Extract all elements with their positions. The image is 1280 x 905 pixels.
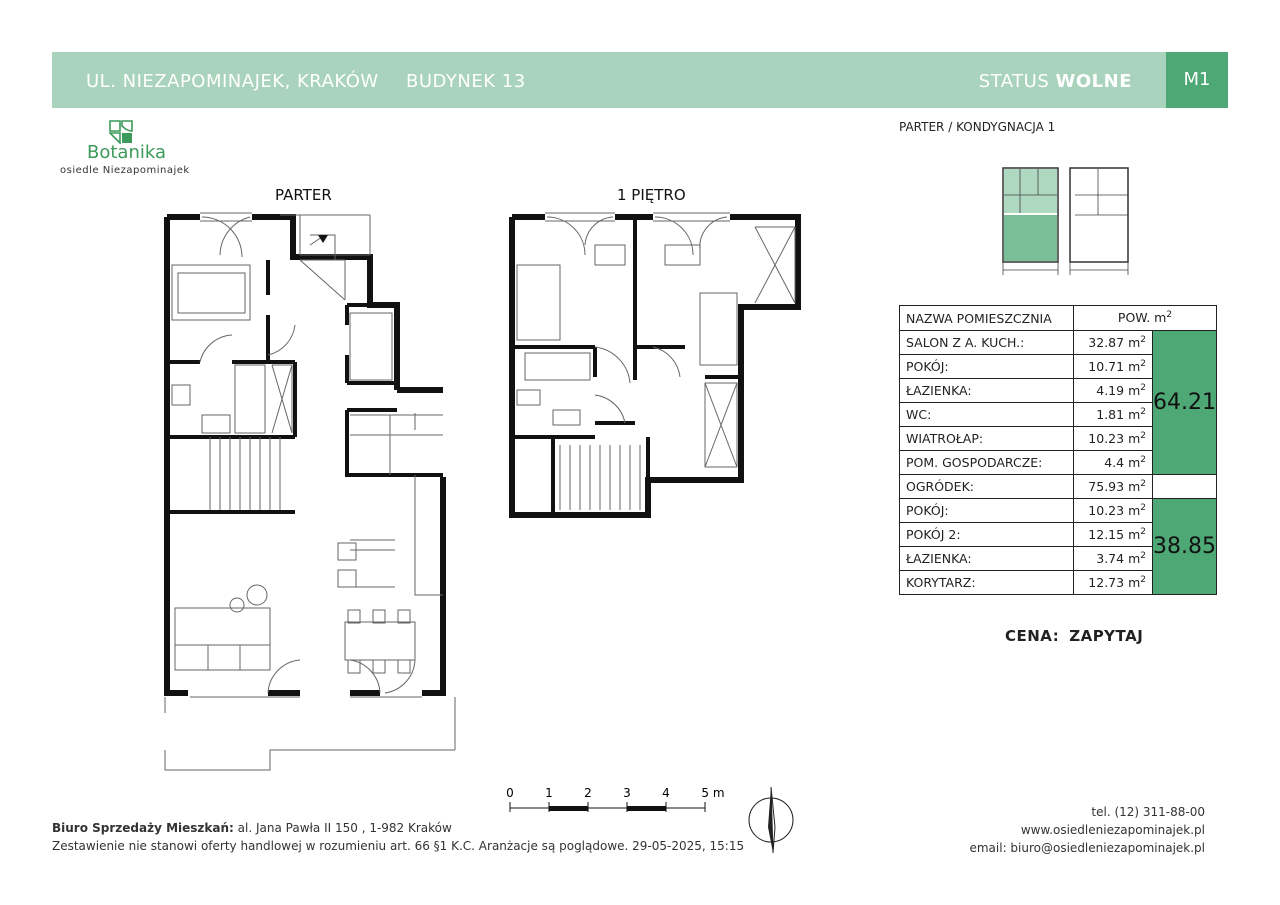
table-header-row [900,306,1217,331]
room-name: WIATROŁAP: [900,427,1074,451]
room-area-unit-sup: 2 [1140,454,1146,465]
ground-floor-title: PARTER [275,186,332,204]
sales-office-line [52,821,452,835]
room-areas-table [899,305,1217,595]
room-area [1074,379,1153,403]
table-row [900,475,1217,499]
room-area [1074,427,1153,451]
contact-email[interactable]: email: biuro@osiedleniezapominajek.pl [969,841,1205,855]
header-address: UL. NIEZAPOMINAJEK, KRAKÓW [86,71,379,92]
room-name: WC: [900,403,1074,427]
sales-office-address: al. Jana Pawła II 150 , 1-982 Kraków [237,821,452,835]
room-name: POKÓJ 2: [900,523,1074,547]
header-bar [52,52,1228,108]
logo [60,120,190,180]
scale-tick-label: 0 [506,786,514,800]
room-area-unit-sup: 2 [1140,406,1146,417]
room-area [1074,475,1153,499]
room-area-unit: m [1128,575,1141,591]
scale-tick-label: 3 [623,786,631,800]
room-area-unit-sup: 2 [1140,502,1146,513]
scale-tick-label: 2 [584,786,592,800]
room-area [1074,331,1153,355]
room-area-value: 4.19 [1096,383,1125,399]
room-area-unit-sup: 2 [1140,574,1146,585]
room-area-value: 32.87 [1088,335,1125,351]
room-area-value: 10.71 [1088,359,1125,375]
scale-tick-label: 4 [662,786,670,800]
room-area-unit: m [1128,407,1141,423]
contact-block [969,803,1205,857]
room-area-value: 75.93 [1088,479,1125,495]
room-area-unit-sup: 2 [1140,550,1146,561]
header-building: BUDYNEK 13 [406,71,526,92]
room-area-value: 12.15 [1088,527,1125,543]
room-area-value: 4.4 [1104,455,1125,471]
north-arrow-icon [745,787,800,857]
room-name: SALON Z A. KUCH.: [900,331,1074,355]
room-area [1074,403,1153,427]
sales-office-label: Biuro Sprzedaży Mieszkań: [52,821,234,835]
table-row [900,331,1217,355]
room-area-value: 12.73 [1088,575,1125,591]
room-area-unit: m [1128,479,1141,495]
room-name: POM. GOSPODARCZE: [900,451,1074,475]
room-name: ŁAZIENKA: [900,379,1074,403]
room-area-value: 10.23 [1088,503,1125,519]
contact-phone[interactable]: tel. (12) 311-88-00 [1091,805,1205,819]
scale-tick-label: 1 [545,786,553,800]
botanika-leaf-icon [109,120,133,144]
room-area-unit-sup: 2 [1140,526,1146,537]
room-area-unit-sup: 2 [1140,382,1146,393]
building-key-map [1000,165,1130,280]
contact-website[interactable]: www.osiedleniezapominajek.pl [1020,823,1205,837]
ground-floor-plan [160,205,460,775]
room-area-unit-sup: 2 [1140,478,1146,489]
room-name: POKÓJ: [900,355,1074,379]
room-area [1074,523,1153,547]
scale-tick-label: 5 m [701,786,725,800]
status-value: WOLNE [1055,71,1132,92]
room-name: OGRÓDEK: [900,475,1074,499]
room-area-value: 1.81 [1096,407,1125,423]
disclaimer: Zestawienie nie stanowi oferty handlowej w rozumieniu art. 66 §1 K.C. Aranżacje są poglądowe. 29-05-2025, 15:15 [52,839,745,853]
room-name: KORYTARZ: [900,571,1074,595]
room-area-unit: m [1128,455,1141,471]
price [1005,627,1143,645]
room-area-value: 10.23 [1088,431,1125,447]
column-header-area [1074,306,1217,331]
room-area-unit: m [1128,359,1141,375]
room-area [1074,499,1153,523]
room-area-value: 3.74 [1096,551,1125,567]
ground-floor-total: 64.21 [1153,331,1217,475]
status-label: STATUS [978,71,1050,92]
column-header-area-text: POW. m [1117,310,1167,326]
first-floor-total: 38.85 [1153,499,1217,595]
room-area [1074,451,1153,475]
price-value: ZAPYTAJ [1069,627,1144,645]
garden-total-empty [1153,475,1217,499]
column-header-name: NAZWA POMIESZCZNIA [900,306,1074,331]
room-area-unit: m [1128,551,1141,567]
room-name: POKÓJ: [900,499,1074,523]
room-area-unit-sup: 2 [1140,334,1146,345]
room-name: ŁAZIENKA: [900,547,1074,571]
first-floor-title: 1 PIĘTRO [617,186,686,204]
room-area-unit-sup: 2 [1140,358,1146,369]
unit-badge: M1 [1166,52,1228,108]
room-area [1074,355,1153,379]
price-label: CENA: [1005,627,1060,645]
table-row [900,499,1217,523]
header-status [979,71,1132,92]
level-label: PARTER / KONDYGNACJA 1 [899,120,1056,134]
room-area-unit: m [1128,383,1141,399]
room-area-unit: m [1128,503,1141,519]
logo-subtitle: osiedle Niezapominajek [60,165,190,176]
room-area-unit: m [1128,335,1141,351]
first-floor-plan [505,205,805,525]
room-area-unit: m [1128,527,1141,543]
room-area [1074,571,1153,595]
room-area-unit-sup: 2 [1140,430,1146,441]
scale-bar [505,784,730,816]
room-area-unit: m [1128,431,1141,447]
logo-name: Botanika [87,142,166,163]
column-header-area-sup: 2 [1166,310,1173,321]
room-area [1074,547,1153,571]
